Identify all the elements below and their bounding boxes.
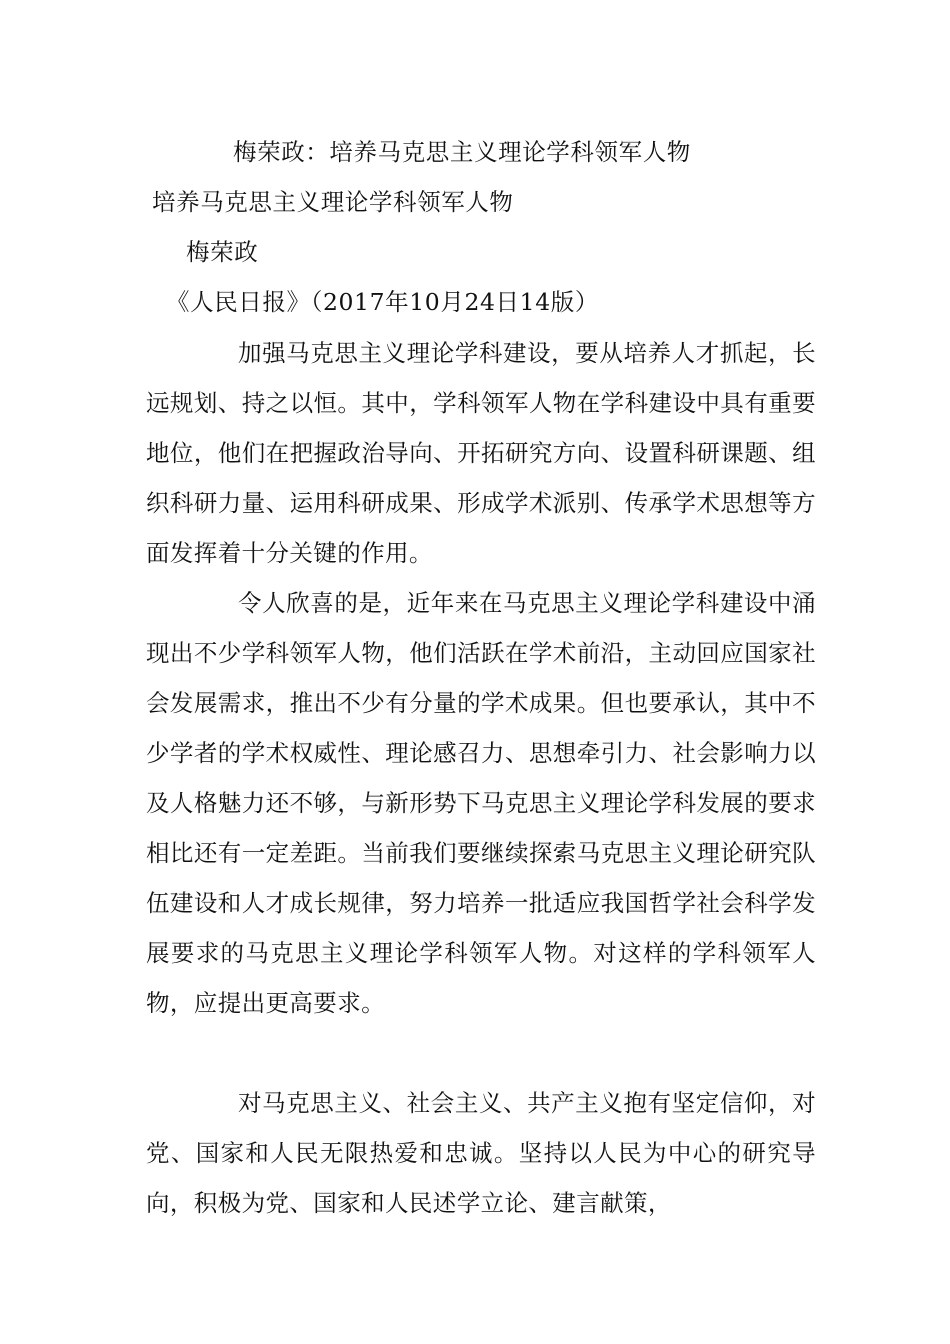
paragraph-1 xyxy=(146,328,816,578)
document-subtitle: 培养马克思主义理论学科领军人物 xyxy=(152,188,514,216)
paragraph-3 xyxy=(146,1078,816,1228)
paragraph-2 xyxy=(146,578,816,1028)
paragraph-text: 对马克思主义、社会主义、共产主义抱有坚定信仰，对党、国家和人民无限热爱和忠诚。坚持以人民为中心的研究导向，积极为党、国家和人民述学立论、建言献策， xyxy=(146,1089,816,1217)
author-name: 梅荣政 xyxy=(186,238,259,266)
paragraph-text: 令人欣喜的是，近年来在马克思主义理论学科建设中涌现出不少学科领军人物，他们活跃在学术前沿，主动回应国家社会发展需求，推出不少有分量的学术成果。但也要承认，其中不少学者的学术权威性、理论感召力、思想牵引力、社会影响力以及人格魅力还不够，与新形势下马克思主义理论学科发展的要求相比还有一定差距。当前我们要继续探索马克思主义理论研究队伍建设和人才成长规律，努力培养一批适应我国哲学社会科学发展要求的马克思主义理论学科领军人物。对这样的学科领军人物，应提出更高要求。 xyxy=(146,589,816,1017)
source-line: 《人民日报》（2017年10月24日14版） xyxy=(166,288,599,316)
paragraph-text: 加强马克思主义理论学科建设，要从培养人才抓起，长远规划、持之以恒。其中，学科领军人物在学科建设中具有重要地位，他们在把握政治导向、开拓研究方向、设置科研课题、组织科研力量、运用科研成果、形成学术派别、传承学术思想等方面发挥着十分关键的作用。 xyxy=(146,339,816,567)
document-heading: 梅荣政：培养马克思主义理论学科领军人物 xyxy=(233,138,691,166)
